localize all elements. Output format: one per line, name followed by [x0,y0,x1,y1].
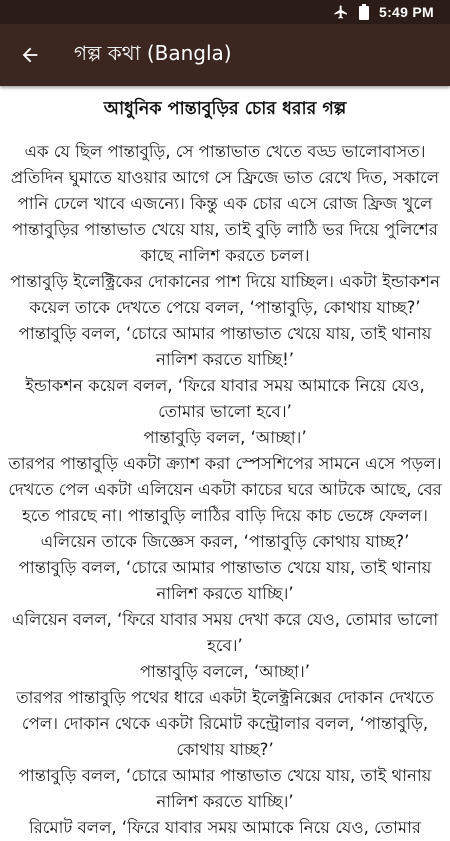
back-button[interactable] [10,35,50,75]
app-title: গল্প কথা (Bangla) [74,40,232,65]
story-paragraph: পান্তাবুড়ি বললে, ‘আচ্ছা।’ [139,662,310,681]
story-paragraph: তারপর পান্তাবুড়ি পথের ধারে একটা ইলেক্ট্রনিক্সের দোকান দেখতে পেল। দোকান থেকে একটা রিমোট কন্ট্রোলার বলল, ‘পান্তাবুড়ি, কোথায় যাচ্ছ?’ [16,688,434,759]
arrow-back-icon [19,44,41,66]
app-bar [0,24,450,86]
story-paragraph: পান্তাবুড়ি ইলেক্ট্রিকের দোকানের পাশ দিয়ে যাচ্ছিল। একটা ইন্ডাকশন কয়েল তাকে দেখতে পেয়ে বলল, ‘পান্তাবুড়ি, কোথায় যাচ্ছ?’ [10,272,440,317]
story-scroll-area[interactable] [0,86,450,837]
story-title: আধুনিক পান্তাবুড়ির চোর ধরার গল্প [103,99,347,119]
battery-icon [359,4,369,20]
story-paragraph: পান্তাবুড়ি বলল, ‘আচ্ছা।’ [143,428,307,447]
story-paragraph: রিমোট বলল, ‘ফিরে যাবার সময় আমাকে নিয়ে যেও, তোমার [29,818,421,837]
story-paragraph: এলিয়েন বলল, ‘ফিরে যাবার সময় দেখা করে যেও, তোমার ভালো হবে।’ [11,610,439,655]
airplane-icon [333,4,349,20]
status-bar [0,0,450,24]
status-time: 5:49 PM [378,4,434,20]
story-body [6,139,444,841]
story-paragraph: পান্তাবুড়ি বলল, ‘চোরে আমার পান্তাভাত খেয়ে যায়, তাই থানায় নালিশ করতে যাচ্ছি।’ [18,558,432,603]
story-paragraph: ইন্ডাকশন কয়েল বলল, ‘ফিরে যাবার সময় আমাকে নিয়ে যেও, তোমার ভালো হবে।’ [25,376,425,421]
story-paragraph: পান্তাবুড়ি বলল, ‘চোরে আমার পান্তাভাত খেয়ে যায়, তাই থানায় নালিশ করতে যাচ্ছি।’ [18,766,432,811]
story-paragraph: তারপর পান্তাবুড়ি একটা ক্র্যাশ করা স্পেসশিপের সামনে এসে পড়ল। দেখতে পেল একটা এলিয়েন একটা কাচের ঘরে আটকে আছে, বের হতে পারছে না। পান্তাবুড়ি লাঠির বাড়ি দিয়ে কাচ ভেঙ্গে ফেলল। এলিয়েন তাকে জিজ্ঞেস করল, ‘পান্তাবুড়ি কোথায় যাচ্ছ?’ [8,454,442,551]
story-paragraph: পান্তাবুড়ি বলল, ‘চোরে আমার পান্তাভাত খেয়ে যায়, তাই থানায় নালিশ করতে যাচ্ছি!’ [18,324,432,369]
story-paragraph: এক যে ছিল পান্তাবুড়ি, সে পান্তাভাত খেতে বড্ড ভালোবাসত। প্রতিদিন ঘুমাতে যাওয়ার আগে সে ফ্রিজে ভাত রেখে দিত, সকালে পানি ঢেলে খাবে এজন্যে। কিন্তু এক চোর এসে রোজ ফ্রিজ খুলে পান্তাবুড়ির পান্তাভাত খেয়ে যায়, তাই বুড়ি লাঠি ভর দিয়ে পুলিশের কাছে নালিশ করতে চলল। [10,142,440,265]
